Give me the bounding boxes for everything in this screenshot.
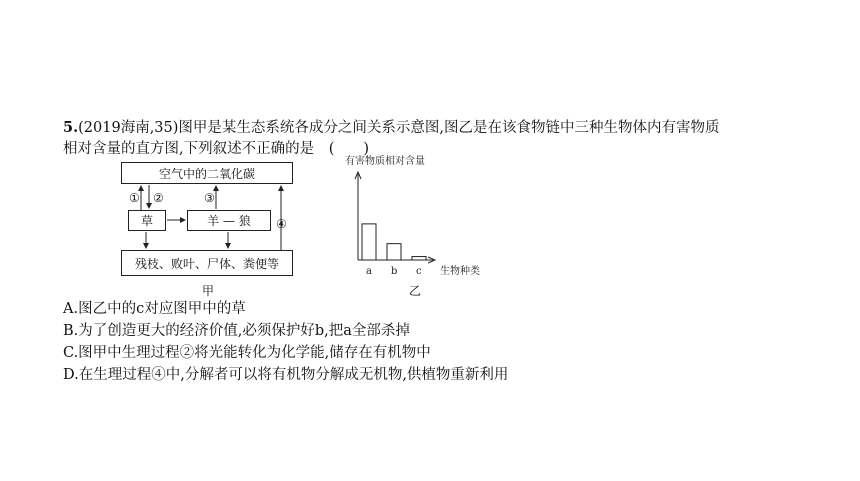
chart-xlabel: 生物种类 <box>440 266 480 277</box>
question-stem-line1: (2019海南,35)图甲是某生态系统各成分之间关系示意图,图乙是在该食物链中三种生物体内有害物质 <box>78 120 720 136</box>
option-d: D.在生理过程④中,分解者可以将有机物分解成无机物,供植物重新利用 <box>63 367 509 383</box>
diagram-caption: 甲 <box>202 284 215 298</box>
tick-label-a: a <box>366 266 372 277</box>
question-number: 5. <box>63 119 79 136</box>
label-4: ④ <box>276 217 287 231</box>
bar-c <box>412 257 426 260</box>
tick-label-c: c <box>416 266 422 277</box>
option-a: A.图乙中的c对应图甲中的草 <box>63 301 246 317</box>
option-b: B.为了创造更大的经济价值,必须保护好b,把a全部杀掉 <box>63 323 410 339</box>
sheep-wolf-box: 羊 — 狼 <box>187 210 271 231</box>
bar-b <box>387 244 401 260</box>
bar-chart <box>340 152 500 287</box>
question-line-1 <box>63 118 720 138</box>
label-3: ③ <box>204 191 215 205</box>
decomposer-box: 残枝、败叶、尸体、粪便等 <box>121 250 293 276</box>
grass-box: 草 <box>128 210 166 231</box>
question-stem-line2: 相对含量的直方图,下列叙述不正确的是 <box>63 141 315 157</box>
label-2: ② <box>153 191 164 205</box>
air-co2-box: 空气中的二氧化碳 <box>121 162 293 184</box>
tick-label-b: b <box>391 266 398 277</box>
chart-caption: 乙 <box>409 284 422 298</box>
bar-a <box>362 224 376 260</box>
option-c: C.图甲中生理过程②将光能转化为化学能,储存在有机物中 <box>63 345 431 361</box>
answer-blank: ( ) <box>328 141 370 157</box>
question-line-2 <box>63 139 369 159</box>
chart-ylabel: 有害物质相对含量 <box>345 156 425 167</box>
label-1: ① <box>129 191 140 205</box>
